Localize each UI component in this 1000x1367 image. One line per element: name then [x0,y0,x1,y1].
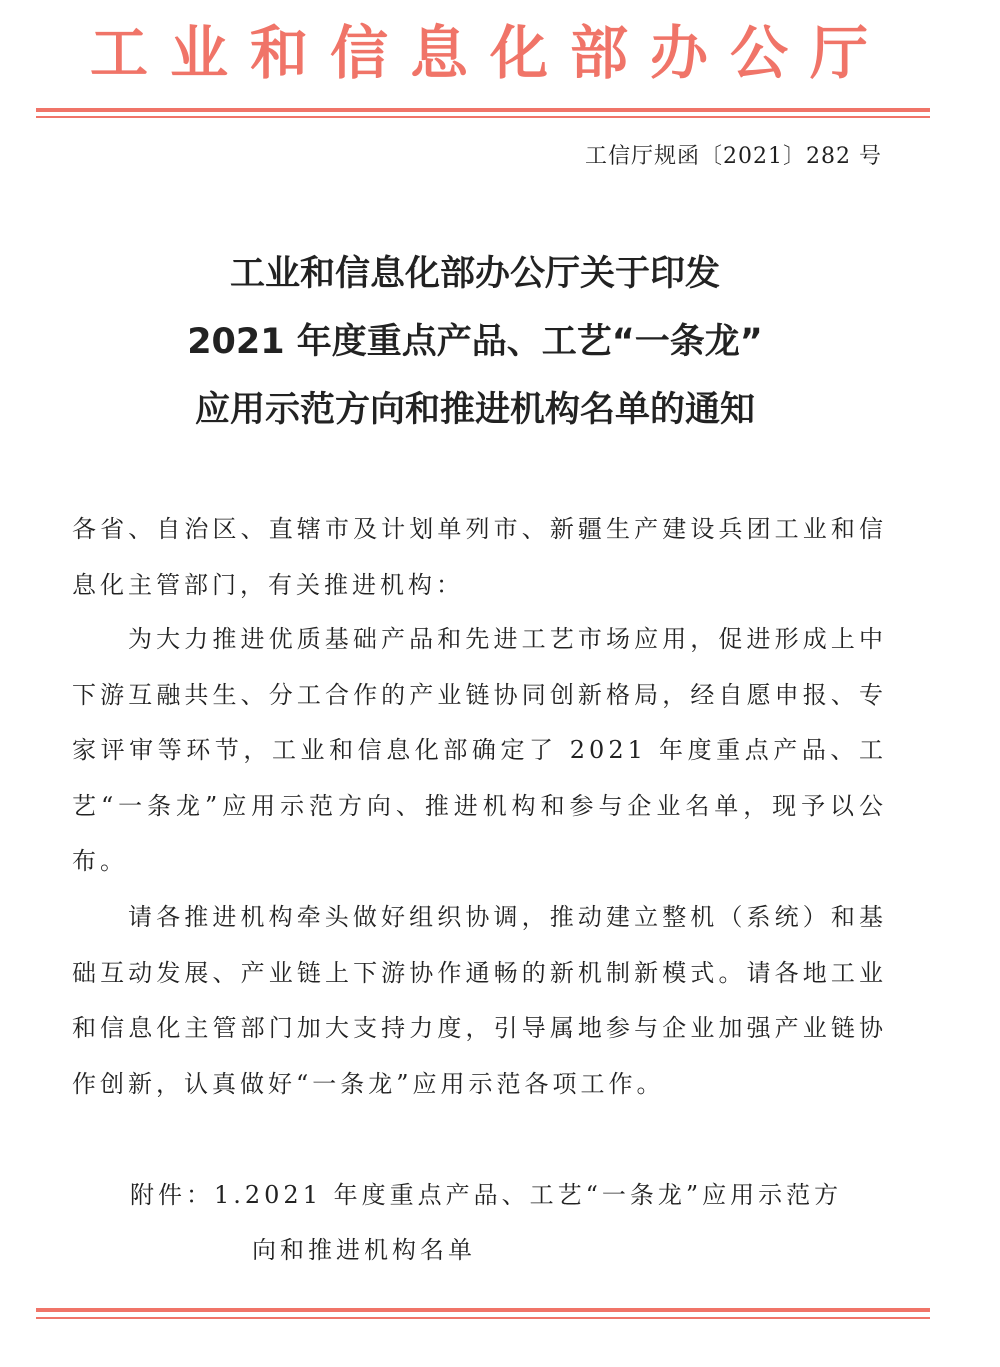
document-title-line-1: 工业和信息化部办公厅关于印发 [229,254,720,294]
letterhead-red-rule-thin [36,116,930,118]
body-paragraph-1: 为大力推进优质基础产品和先进工艺市场应用，促进形成上中下游互融共生、分工合作的产业链协同创新格局，经自愿申报、专家评审等环节，工业和信息化部确定了 2021 年度重点产品、工艺“一条龙”应用示范方向、推进机构和参与企业名单，现予以公布。 [72,625,887,875]
attachment-line-1: 附件：1.2021 年度重点产品、工艺“一条龙”应用示范方 [130,1181,843,1209]
footer-red-rule-thin [36,1317,930,1319]
document-title-line-3: 应用示范方向和推进机构名单的通知 [194,390,755,430]
letterhead-red-rule-thick [36,108,930,112]
document-title-line-2: 2021 年度重点产品、工艺“一条龙” [187,322,763,362]
attachment-line-2: 向和推进机构名单 [252,1236,476,1264]
attachment-note [130,1168,890,1278]
footer-red-rule-thick [36,1308,930,1312]
document-number: 工信厅规函〔2021〕282 号 [585,144,882,169]
letterhead-organization: 工业和信息化部办公厅 [90,19,891,87]
salutation: 各省、自治区、直辖市及计划单列市、新疆生产建设兵团工业和信息化主管部门，有关推进机构： [72,515,887,599]
body-paragraph-2: 请各推进机构牵头做好组织协调，推动建立整机（系统）和基础互动发展、产业链上下游协作通畅的新机制新模式。请各地工业和信息化主管部门加大支持力度，引导属地参与企业加强产业链协作创新，认真做好“一条龙”应用示范各项工作。 [72,903,887,1098]
